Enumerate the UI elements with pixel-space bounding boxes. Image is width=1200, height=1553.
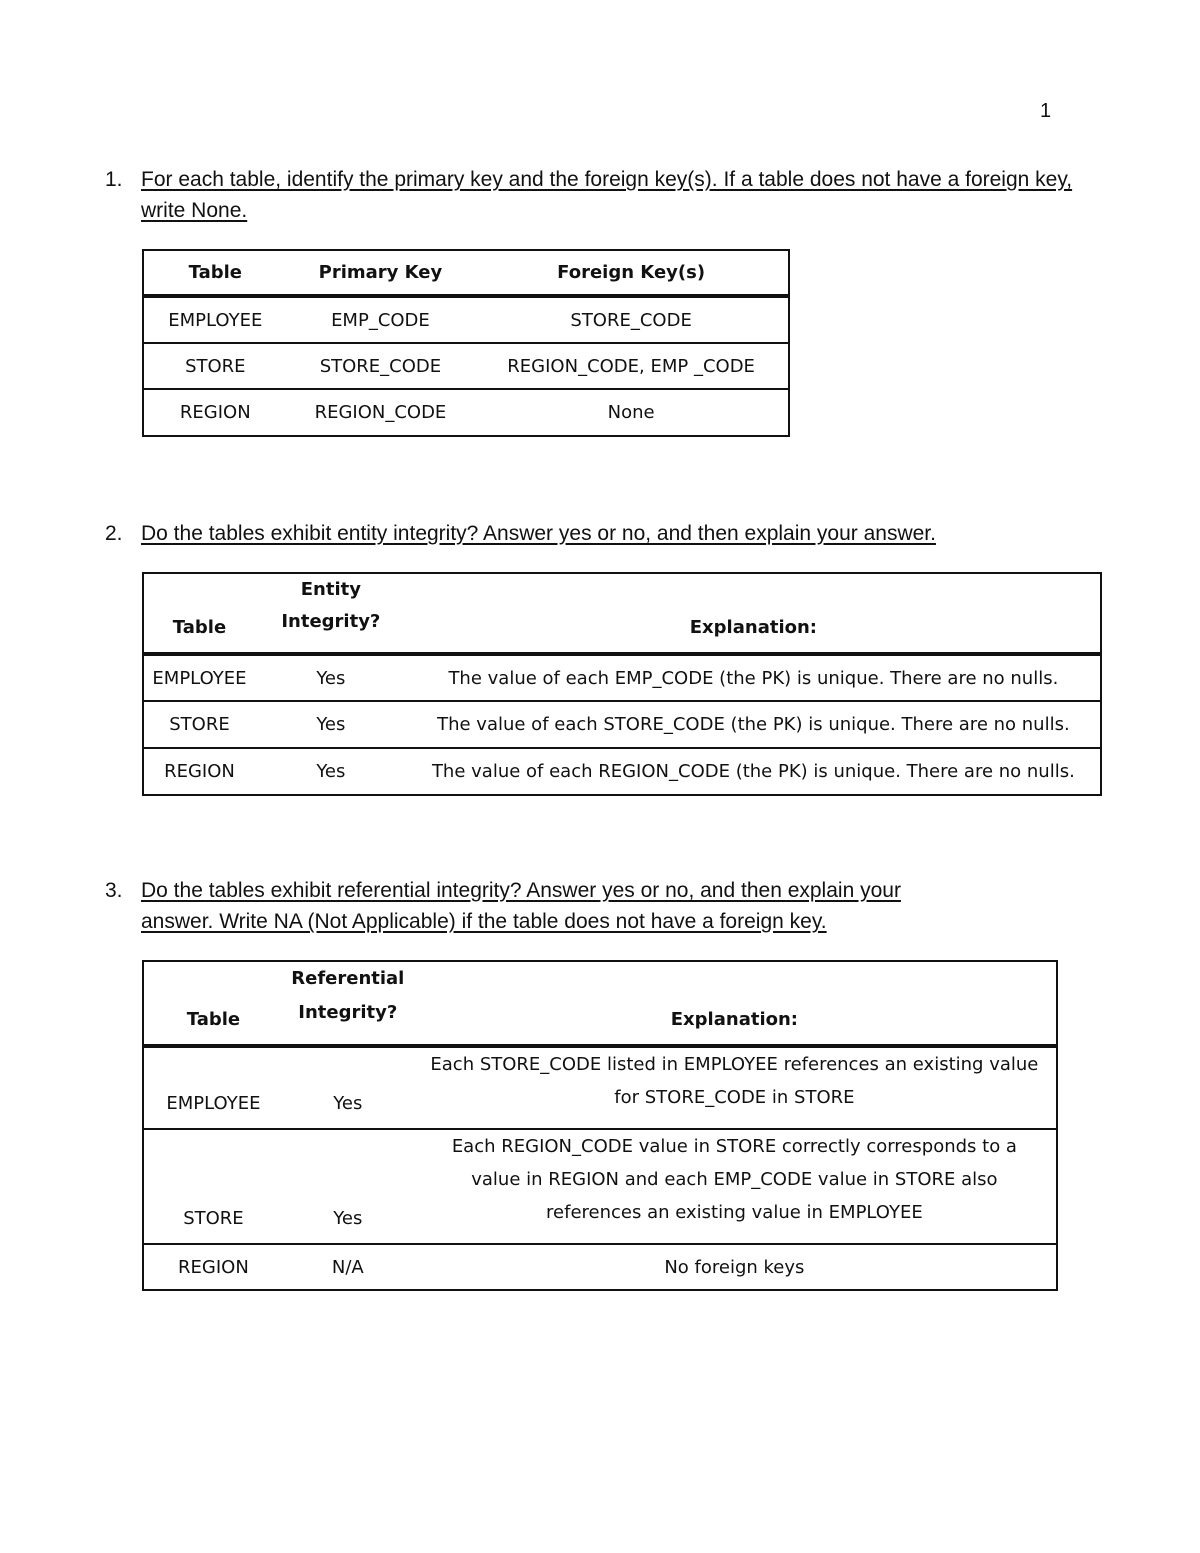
question-number: 1. [105,168,123,191]
question-text-line: Do the tables exhibit referential integrity? Answer yes or no, and then explain your [141,879,901,902]
table-cell: Yes [255,748,407,795]
table-cell: STORE [143,343,287,389]
explanation-line: references an existing value in EMPLOYEE [546,1202,923,1223]
question-3 [105,875,1085,937]
table-cell: REGION [143,389,287,436]
question-1 [105,164,1085,226]
table-row [143,389,789,436]
explanation-line: for STORE_CODE in STORE [614,1087,855,1108]
table-cell: Yes [255,701,407,748]
table-cell [413,1244,1057,1290]
header-line: Referential [291,968,405,989]
table-header-row [143,250,789,296]
table-cell: STORE_CODE [474,296,789,343]
entity-integrity-table [142,572,1102,796]
column-header [283,961,413,1046]
page-number: 1 [1040,100,1052,122]
table-row [143,1046,1057,1129]
table-cell: The value of each STORE_CODE (the PK) is unique. There are no nulls. [407,701,1101,748]
table-cell: Yes [283,1046,413,1129]
table-cell: REGION_CODE, EMP _CODE [474,343,789,389]
table-row [143,1129,1057,1244]
question-number: 2. [105,522,123,545]
column-header: Table [186,1009,241,1030]
question-text: For each table, identify the primary key and the foreign key(s). If a table does not have a foreign key, write None. [141,168,1073,222]
table-cell: The value of each EMP_CODE (the PK) is unique. There are no nulls. [407,654,1101,701]
table-cell: STORE [143,1129,283,1244]
table-cell: EMPLOYEE [143,1046,283,1129]
explanation-line: No foreign keys [664,1256,805,1278]
column-header [255,573,407,654]
keys-table [142,249,790,437]
question-text-line: answer. Write NA (Not Applicable) if the table does not have a foreign key. [141,910,827,933]
table-row [143,701,1101,748]
table-cell: Yes [255,654,407,701]
column-header: Primary Key [318,262,443,283]
table-row [143,343,789,389]
explanation-line: value in REGION and each EMP_CODE value in STORE also [471,1169,998,1190]
table-header-row [143,961,1057,1046]
column-header: Table [172,617,227,638]
table-cell [413,1046,1057,1129]
question-number: 3. [105,879,123,902]
question-text: Do the tables exhibit entity integrity? Answer yes or no, and then explain your answer. [141,522,936,545]
table-cell: STORE_CODE [287,343,475,389]
table-row [143,1244,1057,1290]
header-line: Integrity? [281,611,381,632]
table-row [143,748,1101,795]
table-cell: EMPLOYEE [143,654,255,701]
table-row [143,654,1101,701]
column-header: Table [188,262,242,283]
table-cell: None [474,389,789,436]
column-header: Explanation: [670,1009,798,1030]
table-row [143,296,789,343]
table-cell: REGION [143,1244,283,1290]
table-cell: REGION_CODE [287,389,475,436]
table-cell: N/A [283,1244,413,1290]
table-cell: The value of each REGION_CODE (the PK) is unique. There are no nulls. [407,748,1101,795]
table-cell: REGION [143,748,255,795]
explanation-line: Each REGION_CODE value in STORE correctly corresponds to a [451,1136,1017,1157]
table-cell [413,1129,1057,1244]
referential-integrity-table [142,960,1058,1291]
table-cell: EMPLOYEE [143,296,287,343]
header-line: Integrity? [298,1002,398,1023]
table-header-row [143,573,1101,654]
column-header: Foreign Key(s) [557,262,706,283]
table-cell: Yes [283,1129,413,1244]
explanation-line: Each STORE_CODE listed in EMPLOYEE references an existing value [430,1054,1039,1075]
table-cell: STORE [143,701,255,748]
question-2 [105,518,1085,549]
column-header: Explanation: [689,617,817,638]
header-line: Entity [300,579,361,600]
table-cell: EMP_CODE [287,296,475,343]
